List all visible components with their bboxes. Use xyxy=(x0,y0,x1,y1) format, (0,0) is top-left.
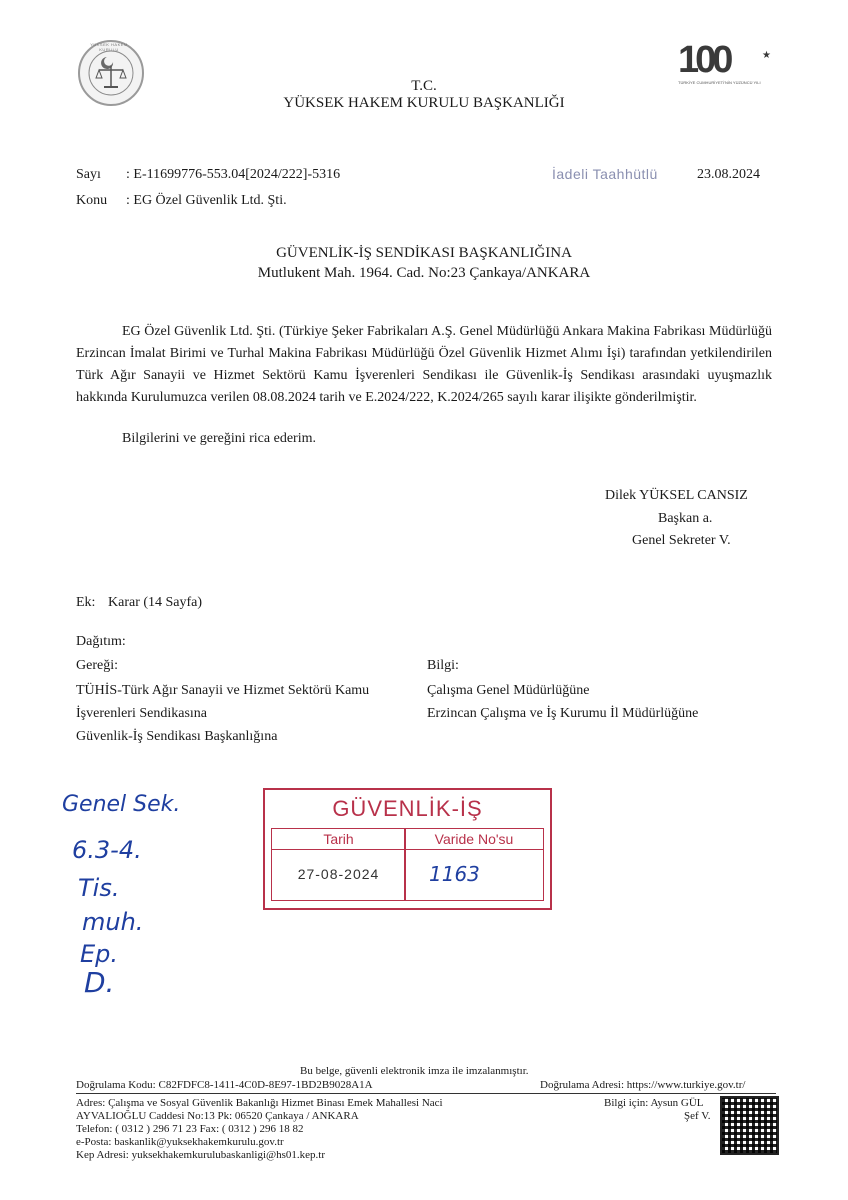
geregi-item: TÜHİS-Türk Ağır Sanayii ve Hizmet Sektörü Kamu xyxy=(76,683,370,698)
signatory-title-1: Başkan a. xyxy=(658,511,713,526)
verification-address: Doğrulama Adresi: https://www.turkiye.gov.tr/ xyxy=(540,1079,746,1091)
bilgi-item: Erzincan Çalışma ve İş Kurumu İl Müdürlüğüne xyxy=(427,706,699,721)
verification-code: Doğrulama Kodu: C82FDFC8-1411-4C0D-8E97-1BD2B9028A1A xyxy=(76,1079,373,1091)
konu-value: : EG Özel Güvenlik Ltd. Şti. xyxy=(126,193,287,208)
received-stamp xyxy=(263,788,552,910)
sayi-value: : E-11699776-553.04[2024/222]-5316 xyxy=(126,167,341,182)
handwritten-initial: D. xyxy=(84,966,115,999)
distribution-title: Dağıtım: xyxy=(76,634,126,649)
handwritten-note: Ep. xyxy=(80,940,119,968)
footer-kep: Kep Adresi: yuksekhakemkurulubaskanligi@hs01.kep.tr xyxy=(76,1149,326,1161)
centennial-logo-caption: TÜRKİYE CUMHURİYETİ'NİN YÜZÜNCÜ YILI xyxy=(678,80,761,85)
received-stamp-number-cell xyxy=(404,849,544,901)
handwritten-note: Tis. xyxy=(78,874,120,902)
signatory-title-2: Genel Sekreter V. xyxy=(632,533,731,548)
received-stamp-title: GÜVENLİK-İŞ xyxy=(332,796,483,821)
registered-mail-stamp: İadeli Taahhütlü xyxy=(552,166,658,182)
geregi-item: İşverenleri Sendikasına xyxy=(76,706,208,721)
e-signature-note: Bu belge, güvenli elektronik imza ile imzalanmıştır. xyxy=(300,1065,529,1077)
footer-address-1: Adres: Çalışma ve Sosyal Güvenlik Bakanlığı Hizmet Binası Emek Mahallesi Naci xyxy=(76,1097,443,1109)
received-stamp-number: 1163 xyxy=(429,862,480,886)
handwritten-note: Genel Sek. xyxy=(62,792,181,817)
received-stamp-date: 27-08-2024 xyxy=(297,866,380,882)
geregi-item: Güvenlik-İş Sendikası Başkanlığına xyxy=(76,729,278,744)
info-contact: Bilgi için: Aysun GÜL xyxy=(604,1097,704,1109)
received-stamp-number-label: Varide No'su xyxy=(404,828,544,850)
konu-label: Konu xyxy=(76,193,108,208)
document-date: 23.08.2024 xyxy=(697,167,760,182)
info-title: Şef V. xyxy=(684,1110,711,1122)
handwritten-note: muh. xyxy=(82,908,144,936)
attachment-label: Ek: xyxy=(76,595,96,610)
header-authority: YÜKSEK HAKEM KURULU BAŞKANLIĞI xyxy=(283,95,565,111)
received-stamp-date-label: Tarih xyxy=(271,828,406,850)
attachment-value: Karar (14 Sayfa) xyxy=(108,595,203,610)
closing-sentence: Bilgilerini ve gereğini rica ederim. xyxy=(122,431,316,446)
header-tc: T.C. xyxy=(411,78,437,94)
sayi-label: Sayı xyxy=(76,167,101,182)
bilgi-item: Çalışma Genel Müdürlüğüne xyxy=(427,683,590,698)
qr-code xyxy=(720,1096,779,1155)
received-stamp-date-cell xyxy=(271,849,406,901)
signatory-name: Dilek YÜKSEL CANSIZ xyxy=(605,488,748,503)
seal-text: YÜKSEK HAKEM KURULU xyxy=(90,42,128,52)
body-paragraph: EG Özel Güvenlik Ltd. Şti. (Türkiye Şeker Fabrikaları A.Ş. Genel Müdürlüğü Ankara Makina Fabrikası Müdürlüğü Erzincan İmalat Birimi ve Turhal Makina Fabrikası Müdürlüğü Özel Güvenlik Hizmet Alımı İşi) tarafından yetkilendirilen Türk Ağır Sanayii ve Hizmet Sektörü Kamu İşverenleri Sendikası ile Güvenlik-İş Sendikası arasındaki uyuşmazlık hakkında Kurulumuzca verilen 08.08.2024 tarih ve E.2024/222, K.2024/265 sayılı karar ilişikte gönderilmiştir. xyxy=(76,324,772,405)
geregi-label: Gereği: xyxy=(76,658,118,673)
footer-divider xyxy=(76,1093,776,1094)
handwritten-note: 6.3-4. xyxy=(72,836,142,864)
star-icon: ★ xyxy=(762,50,771,61)
bilgi-label: Bilgi: xyxy=(427,658,459,673)
recipient-name: GÜVENLİK-İŞ SENDİKASI BAŞKANLIĞINA xyxy=(276,245,572,261)
footer-email: e-Posta: baskanlik@yuksekhakemkurulu.gov.tr xyxy=(76,1136,284,1148)
footer-address-2: AYVALIOĞLU Caddesi No:13 Pk: 06520 Çankaya / ANKARA xyxy=(76,1110,359,1122)
footer-phone: Telefon: ( 0312 ) 296 71 23 Fax: ( 0312 ) 296 18 82 xyxy=(76,1123,304,1135)
centennial-logo-number: 100 xyxy=(678,39,730,81)
recipient-address: Mutlukent Mah. 1964. Cad. No:23 Çankaya/ANKARA xyxy=(257,265,591,281)
